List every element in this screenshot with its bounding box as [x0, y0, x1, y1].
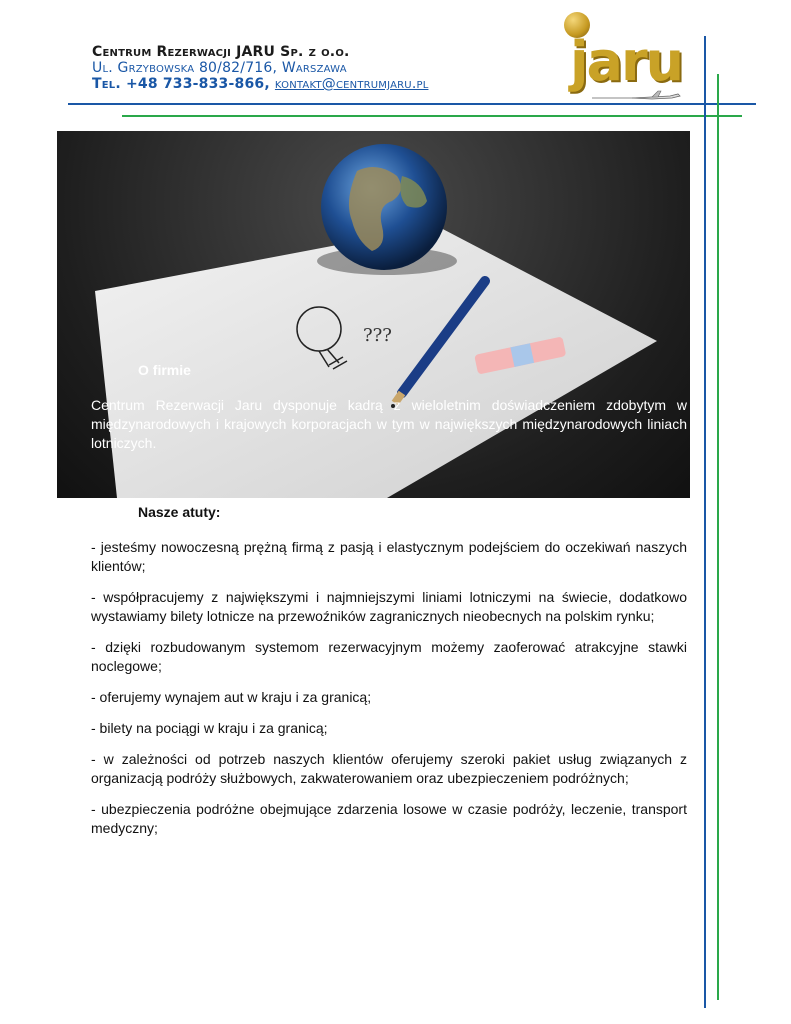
company-address: Ul. Grzybowska 80/82/716, Warszawa: [92, 60, 347, 76]
letterhead: [92, 44, 428, 92]
phone-number: Tel. +48 733-833-866,: [92, 76, 275, 92]
header-green-rule: [122, 115, 742, 117]
advantages-list: [91, 538, 687, 850]
section-title: Nasze atuty:: [138, 504, 221, 520]
hero-intro-text: Centrum Rezerwacji Jaru dysponuje kadrą z wieloletnim doświadczeniem zdobytym w międzynarodowych i krajowych korporacjach w tym w największych międzynarodowych liniach lotniczych.: [91, 397, 687, 451]
email-link[interactable]: kontakt@centrumjaru.pl: [274, 76, 429, 92]
list-item: - dzięki rozbudowanym systemom rezerwacyjnym możemy zaoferować atrakcyjne stawki noclegowe;: [91, 639, 687, 674]
list-item: - ubezpieczenia podróżne obejmujące zdarzenia losowe w czasie podróży, leczenie, transport medyczny;: [91, 801, 687, 836]
list-item: - w zależności od potrzeb naszych klientów oferujemy szeroki pakiet usług związanych z organizacją podróży służbowych, zakwaterowaniem oraz ubezpieczeniem podróżnych;: [91, 751, 687, 786]
question-marks: ???: [363, 325, 392, 346]
globe-icon: [321, 144, 447, 270]
right-green-rule: [717, 74, 719, 1000]
list-item: - bilety na pociągi w kraju i za granicą;: [91, 720, 328, 736]
header-blue-rule: [68, 103, 756, 105]
list-item: - współpracujemy z największymi i najmniejszymi liniami lotniczymi na świecie, dodatkowo wystawiamy bilety lotnicze na przewoźników zagranicznych nieobecnych na polskim rynku;: [91, 589, 687, 624]
contact-line: [92, 76, 428, 92]
right-blue-rule: [704, 36, 706, 1008]
jaru-logo: [562, 12, 686, 102]
hero-title: O firmie: [138, 362, 191, 378]
airplane-icon: [592, 90, 682, 104]
logo-text: jaru: [570, 30, 683, 93]
company-name: Centrum Rezerwacji JARU Sp. z o.o.: [92, 44, 350, 60]
list-item: - jesteśmy nowoczesną prężną firmą z pasją i elastycznym podejściem do oczekiwań naszych klientów;: [91, 539, 687, 574]
list-item: - oferujemy wynajem aut w kraju i za granicą;: [91, 689, 372, 705]
